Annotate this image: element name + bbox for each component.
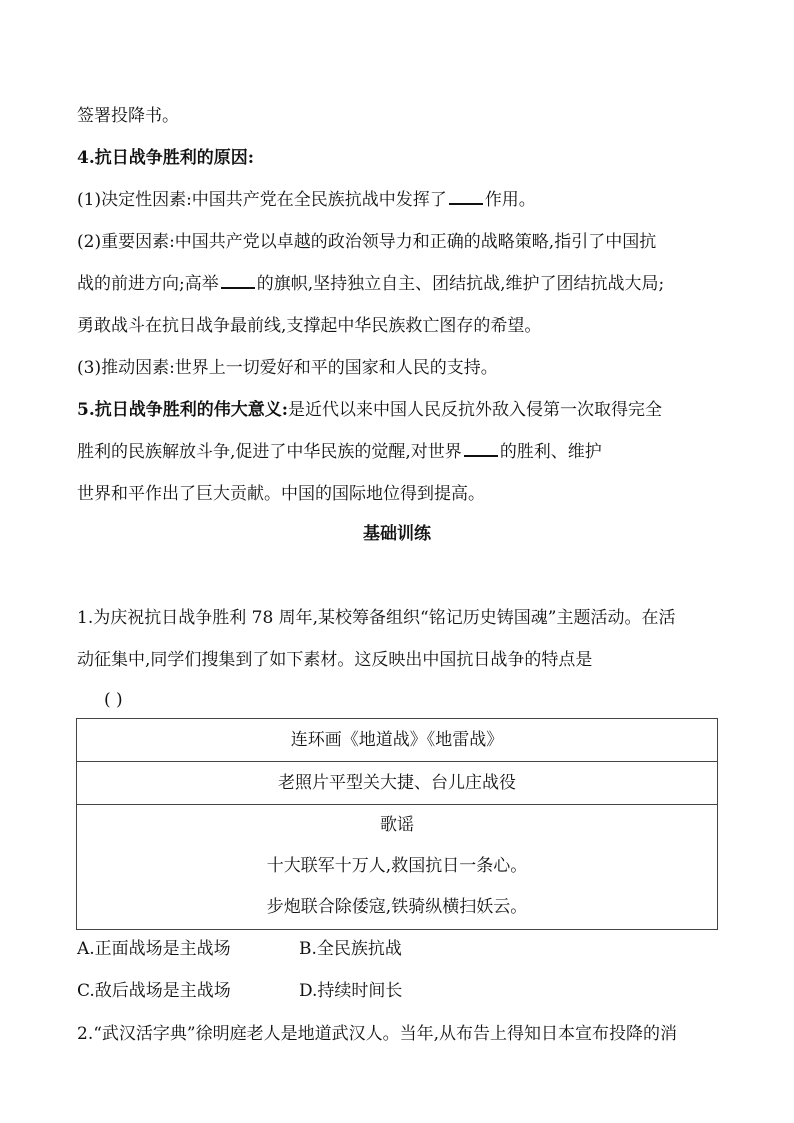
reason-2-line-3: 勇敢战斗在抗日战争最前线,支撑起中华民族救亡图存的希望。 bbox=[77, 316, 542, 336]
reason-2-line-1: (2)重要因素:中国共产党以卓越的政治领导力和正确的战略策略,指引了中国抗 bbox=[77, 232, 657, 252]
significance-line-3: 世界和平作出了巨大贡献。中国的国际地位得到提高。 bbox=[77, 484, 485, 504]
table-row-comic: 连环画《地道战》《地雷战》 bbox=[77, 719, 718, 762]
option-c[interactable]: C.敌后战场是主战场 bbox=[77, 981, 231, 1001]
significance-text-before: 胜利的民族解放斗争,促进了中华民族的觉醒,对世界 bbox=[77, 442, 462, 462]
heading-victory-reasons: 4.抗日战争胜利的原因: bbox=[77, 148, 255, 168]
text-line-surrender: 签署投降书。 bbox=[77, 106, 179, 126]
fill-blank-2[interactable] bbox=[221, 273, 255, 289]
option-d[interactable]: D.持续时间长 bbox=[299, 981, 403, 1001]
reason-1-text-after: 作用。 bbox=[484, 190, 536, 210]
ballad-line-1: 十大联军十万人,救国抗日一条心。 bbox=[266, 856, 528, 876]
reason-1-text-before: (1)决定性因素:中国共产党在全民族抗战中发挥了 bbox=[77, 190, 447, 210]
question-2-line-1: 2.“武汉活字典”徐明庭老人是地道武汉人。当年,从布告上得知日本宣布投降的消 bbox=[77, 1024, 678, 1044]
exercise-title: 基础训练 bbox=[363, 524, 431, 544]
ballad-title: 歌谣 bbox=[380, 815, 414, 835]
table-row-photos: 老照片平型关大捷、台儿庄战役 bbox=[77, 762, 718, 805]
significance-text: 是近代以来中国人民反抗外敌入侵第一次取得完全 bbox=[288, 400, 663, 420]
fill-blank-1[interactable] bbox=[449, 189, 483, 205]
option-a[interactable]: A.正面战场是主战场 bbox=[77, 939, 231, 959]
heading-significance: 5.抗日战争胜利的伟大意义: bbox=[77, 400, 289, 420]
table-row-ballad bbox=[77, 805, 718, 930]
question-1-line-2: 动征集中,同学们搜集到了如下素材。这反映出中国抗日战争的特点是 bbox=[77, 650, 593, 670]
materials-table bbox=[76, 718, 718, 930]
fill-blank-3[interactable] bbox=[464, 441, 498, 457]
reason-1 bbox=[77, 188, 536, 212]
reason-2-text-after: 的旗帜,坚持独立自主、团结抗战,维护了团结抗战大局; bbox=[256, 274, 665, 294]
reason-2-line-2 bbox=[77, 272, 664, 296]
significance-line-2 bbox=[77, 440, 602, 464]
ballad-line-2: 步炮联合除倭寇,铁骑纵横扫妖云。 bbox=[266, 897, 528, 917]
reason-3: (3)推动因素:世界上一切爱好和平的国家和人民的支持。 bbox=[77, 358, 498, 378]
answer-parentheses[interactable]: ( ) bbox=[104, 690, 123, 710]
question-1-line-1: 1.为庆祝抗日战争胜利 78 周年,某校筹备组织“铭记历史铸国魂”主题活动。在活 bbox=[77, 608, 676, 628]
significance-text-after: 的胜利、维护 bbox=[499, 442, 602, 462]
option-b[interactable]: B.全民族抗战 bbox=[299, 939, 402, 959]
significance-line-1 bbox=[77, 398, 662, 422]
reason-2-text-before: 战的前进方向;高举 bbox=[77, 274, 219, 294]
